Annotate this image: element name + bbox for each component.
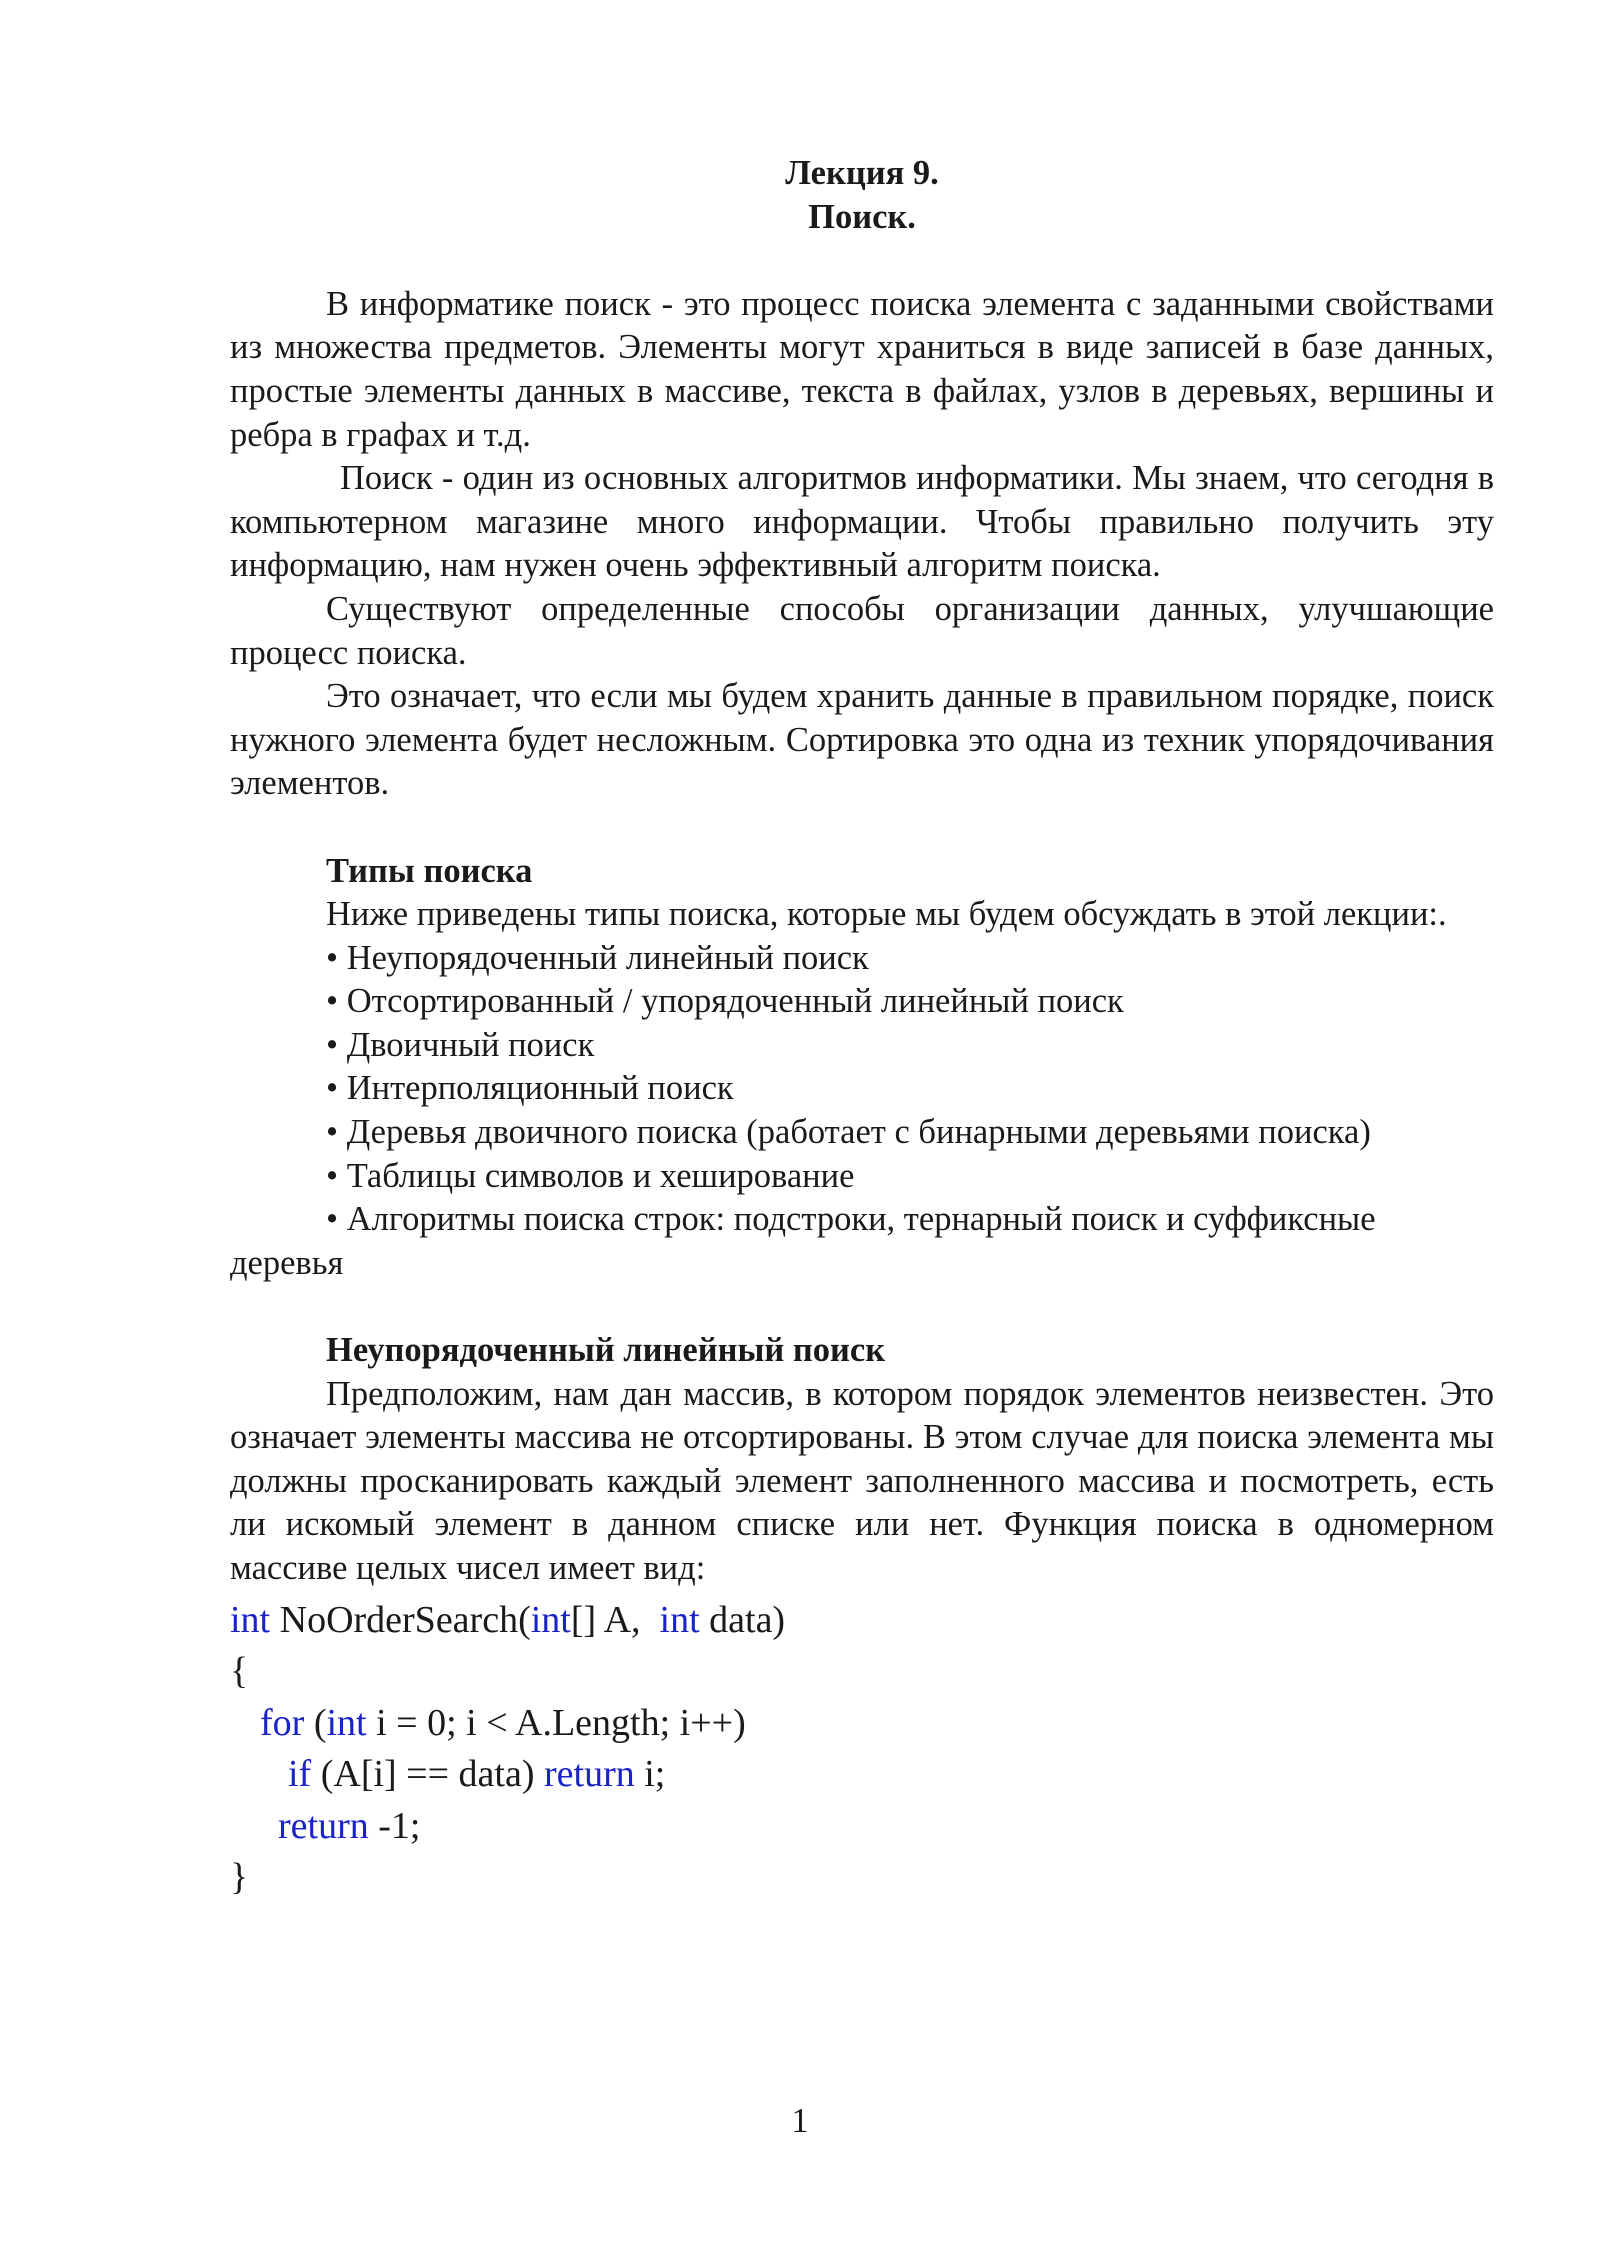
code-text: [] A, (570, 1598, 660, 1641)
code-text: { (230, 1650, 249, 1693)
page-number: 1 (791, 2102, 809, 2140)
code-text: i = 0; i < A.Length; i++) (366, 1701, 746, 1744)
list-item: • Алгоритмы поиска строк: подстроки, тернарный поиск и суффиксные деревья (230, 1200, 1376, 1282)
code-keyword: if (288, 1753, 312, 1796)
lecture-title: Лекция 9. (785, 154, 939, 192)
spacer (230, 1285, 1494, 1329)
page-content (230, 152, 1494, 1904)
list-item: • Деревья двоичного поиска (работает с бинарными деревьями поиска) (326, 1113, 1371, 1152)
code-line-4 (230, 1749, 1494, 1801)
code-text: i; (634, 1753, 666, 1796)
intro-paragraph-1: В информатике поиск - это процесс поиска элемента с заданными свойствами из множества предметов. Элементы могут храниться в виде записей в базе данных, простые элементы данных в массиве, текста в файлах, узлов в деревьях, вершины и ребра в графах и т.д. (230, 284, 1494, 454)
code-block (230, 1595, 1494, 1904)
code-line-2 (230, 1646, 1494, 1698)
code-text: -1; (368, 1804, 421, 1847)
code-text: data) (699, 1598, 786, 1641)
code-line-1 (230, 1595, 1494, 1647)
unordered-search-heading: Неупорядоченный линейный поиск (326, 1331, 886, 1370)
code-text: NoOrderSearch( (270, 1598, 531, 1641)
code-text: ( (304, 1701, 327, 1744)
types-heading: Типы поиска (326, 851, 533, 890)
types-list (230, 937, 1494, 1286)
list-item: • Неупорядоченный линейный поиск (326, 938, 869, 977)
code-line-3 (230, 1698, 1494, 1750)
list-item: • Двоичный поиск (326, 1025, 595, 1064)
code-line-5 (230, 1801, 1494, 1853)
lecture-subtitle: Поиск. (808, 197, 916, 236)
intro-paragraph-4: Это означает, что если мы будем хранить данные в правильном порядке, поиск нужного элемента будет несложным. Сортировка это одна из техник упорядочивания элементов. (230, 677, 1494, 803)
code-line-6 (230, 1852, 1494, 1904)
list-item: • Интерполяционный поиск (326, 1069, 734, 1108)
code-text: } (230, 1856, 249, 1899)
code-keyword: int (659, 1598, 700, 1641)
spacer (230, 806, 1494, 850)
unordered-search-text: Предположим, нам дан массив, в котором порядок элементов неизвестен. Это означает элементы массива не отсортированы. В этом случае для поиска элемента мы должны просканировать каждый элемент заполненного массива и посмотреть, есть ли искомый элемент в данном списке или нет. Функция поиска в одномерном массиве целых чисел имеет вид: (230, 1374, 1494, 1587)
intro-paragraph-3: Существуют определенные способы организации данных, улучшающие процесс поиска. (230, 589, 1494, 672)
list-item: • Таблицы символов и хеширование (326, 1156, 855, 1195)
code-keyword: int (230, 1598, 271, 1641)
list-item: • Отсортированный / упорядоченный линейный поиск (326, 982, 1124, 1021)
code-keyword: for (260, 1701, 305, 1744)
code-keyword: return (544, 1753, 635, 1796)
spacer (230, 239, 1494, 283)
code-keyword: return (278, 1804, 369, 1847)
code-text: (A[i] == data) (311, 1753, 544, 1796)
code-keyword: int (530, 1598, 571, 1641)
code-keyword: int (326, 1701, 367, 1744)
intro-paragraph-2: Поиск - один из основных алгоритмов информатики. Мы знаем, что сегодня в компьютерном магазине много информации. Чтобы правильно получить эту информацию, нам нужен очень эффективный алгоритм поиска. (230, 459, 1494, 585)
types-lead: Ниже приведены типы поиска, которые мы будем обсуждать в этой лекции:. (326, 895, 1447, 934)
